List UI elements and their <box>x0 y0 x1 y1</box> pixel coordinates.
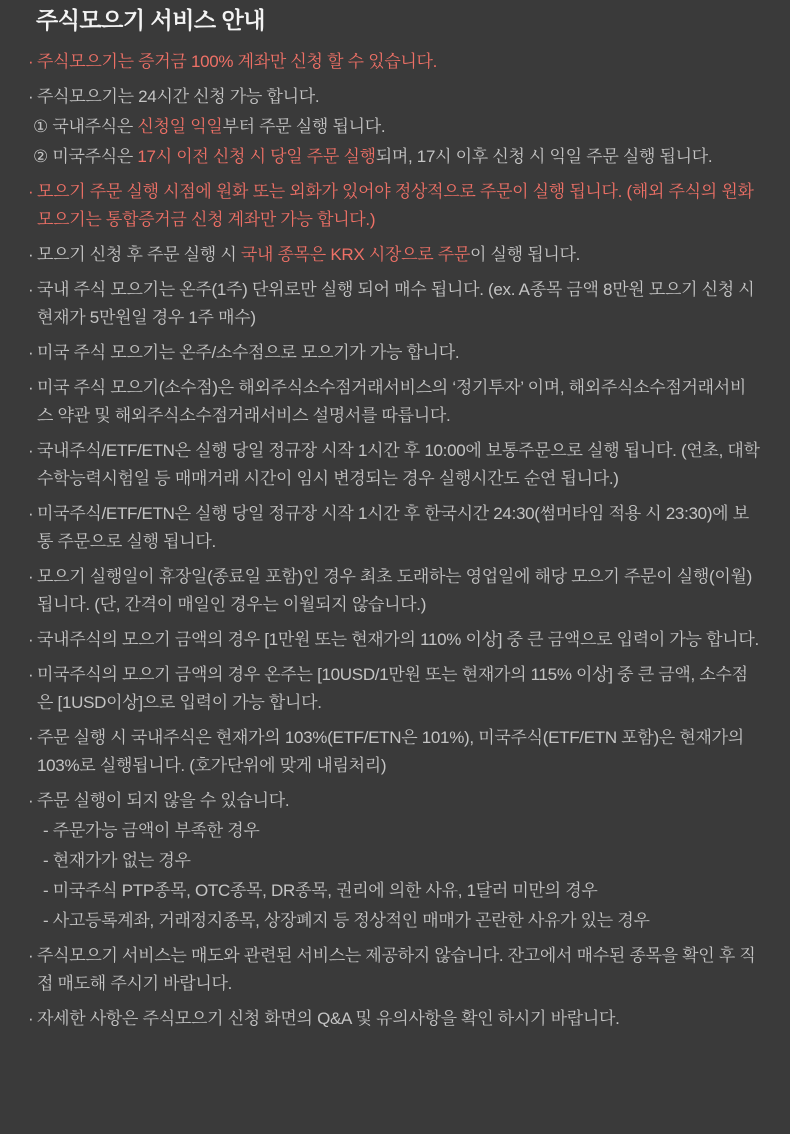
item-text: 주문 실행 시 국내주식은 현재가의 103%(ETF/ETN은 101%), 미국주식(ETF/ETN 포함)은 현재가의 103%로 실행됩니다. (호가단위에 맞게 내림처리) <box>37 728 744 775</box>
list-item <box>29 724 760 780</box>
list-item <box>29 563 760 619</box>
item-text: 주식모으기는 24시간 신청 가능 합니다. <box>37 87 320 106</box>
list-item <box>29 241 760 269</box>
bullet-marker: · <box>28 182 34 201</box>
bullet-marker: · <box>28 245 34 264</box>
item-text: 국내 주식 모으기는 온주(1주) 단위로만 실행 되어 매수 됩니다. (ex. A종목 금액 8만원 모으기 신청 시 현재가 5만원일 경우 1주 매수) <box>37 280 755 327</box>
bullet-marker: · <box>28 630 34 649</box>
item-text: 주문 실행이 되지 않을 수 있습니다. <box>37 791 290 810</box>
emphasis-text: 주식모으기는 증거금 100% 계좌만 신청 할 수 있습니다. <box>37 52 438 71</box>
bullet-marker: · <box>28 791 34 810</box>
item-text: 모으기 신청 후 주문 실행 시 국내 종목은 KRX 시장으로 주문이 실행 됩니다. <box>37 245 580 264</box>
numbered-sub-item: ② 미국주식은 17시 이전 신청 시 당일 주문 실행되며, 17시 이후 신청 시 익일 주문 실행 됩니다. <box>33 147 713 166</box>
item-text: 미국주식/ETF/ETN은 실행 당일 정규장 시작 1시간 후 한국시간 24:30(썸머타임 적용 시 23:30)에 보통 주문으로 실행 됩니다. <box>37 504 749 551</box>
bullet-marker: · <box>28 87 34 106</box>
list-item <box>29 374 760 430</box>
item-text: 자세한 사항은 주식모으기 신청 화면의 Q&A 및 유의사항을 확인 하시기 바랍니다. <box>37 1009 620 1028</box>
item-text: 미국 주식 모으기는 온주/소수점으로 모으기가 가능 합니다. <box>37 343 460 362</box>
item-text: 주식모으기 서비스는 매도와 관련된 서비스는 제공하지 않습니다. 잔고에서 매수된 종목을 확인 후 직접 매도해 주시기 바랍니다. <box>37 946 756 993</box>
emphasis-text: 모으기 주문 실행 시점에 원화 또는 외화가 있어야 정상적으로 주문이 실행 됩니다. (해외 주식의 원화 모으기는 통합증거금 신청 계좌만 가능 합니다.) <box>37 182 754 229</box>
bullet-marker: · <box>28 1009 34 1028</box>
dash-sub-item: - 현재가가 없는 경우 <box>43 851 191 870</box>
bullet-marker: · <box>28 441 34 460</box>
dash-sub-item: - 주문가능 금액이 부족한 경우 <box>43 821 260 840</box>
emphasis-text: 17시 이전 신청 시 당일 주문 실행 <box>137 147 376 166</box>
emphasis-text: 신청일 익일 <box>137 117 223 136</box>
bullet-marker: · <box>28 567 34 586</box>
list-item <box>29 437 760 493</box>
bullet-marker: · <box>28 343 34 362</box>
list-item <box>29 48 760 76</box>
list-item <box>29 626 760 654</box>
item-text: 국내주식의 모으기 금액의 경우 [1만원 또는 현재가의 110% 이상] 중 큰 금액으로 입력이 가능 합니다. <box>37 630 759 649</box>
bullet-marker: · <box>28 280 34 299</box>
list-item <box>29 276 760 332</box>
item-text: 모으기 실행일이 휴장일(종료일 포함)인 경우 최초 도래하는 영업일에 해당 모으기 주문이 실행(이월) 됩니다. (단, 간격이 매일인 경우는 이월되지 않습니다.) <box>37 567 752 614</box>
list-item <box>29 178 760 234</box>
bullet-marker: · <box>28 665 34 684</box>
item-text: 미국 주식 모으기(소수점)은 해외주식소수점거래서비스의 ‘정기투자’ 이며, 해외주식소수점거래서비스 약관 및 해외주식소수점거래서비스 설명서를 따릅니다. <box>37 378 747 425</box>
bullet-marker: · <box>28 946 34 965</box>
bullet-marker: · <box>28 52 34 71</box>
list-item <box>29 942 760 998</box>
item-text <box>37 182 754 229</box>
list-item <box>29 83 760 171</box>
bullet-marker: · <box>28 504 34 523</box>
list-item <box>29 787 760 935</box>
dash-sub-item: - 미국주식 PTP종목, OTC종목, DR종목, 권리에 의한 사유, 1달러 미만의 경우 <box>43 881 598 900</box>
emphasis-text: 국내 종목은 KRX 시장으로 주문 <box>240 245 470 264</box>
list-item <box>29 1005 760 1033</box>
list-item <box>29 661 760 717</box>
list-item <box>29 500 760 556</box>
item-text: 국내주식/ETF/ETN은 실행 당일 정규장 시작 1시간 후 10:00에 보통주문으로 실행 됩니다. (연초, 대학수학능력시험일 등 매매거래 시간이 임시 변경되는 경우 실행시간도 순연 됩니다.) <box>37 441 760 488</box>
bullet-marker: · <box>28 728 34 747</box>
bullet-marker: · <box>28 378 34 397</box>
item-text: 미국주식의 모으기 금액의 경우 온주는 [10USD/1만원 또는 현재가의 115% 이상] 중 큰 금액, 소수점은 [1USD이상]으로 입력이 가능 합니다. <box>37 665 748 712</box>
item-text <box>37 52 437 71</box>
numbered-sub-item: ① 국내주식은 신청일 익일부터 주문 실행 됩니다. <box>33 117 386 136</box>
page-title: 주식모으기 서비스 안내 <box>36 7 265 33</box>
dash-sub-item: - 사고등록계좌, 거래정지종목, 상장폐지 등 정상적인 매매가 곤란한 사유가 있는 경우 <box>43 911 650 930</box>
notice-list <box>29 48 760 1033</box>
list-item <box>29 339 760 367</box>
